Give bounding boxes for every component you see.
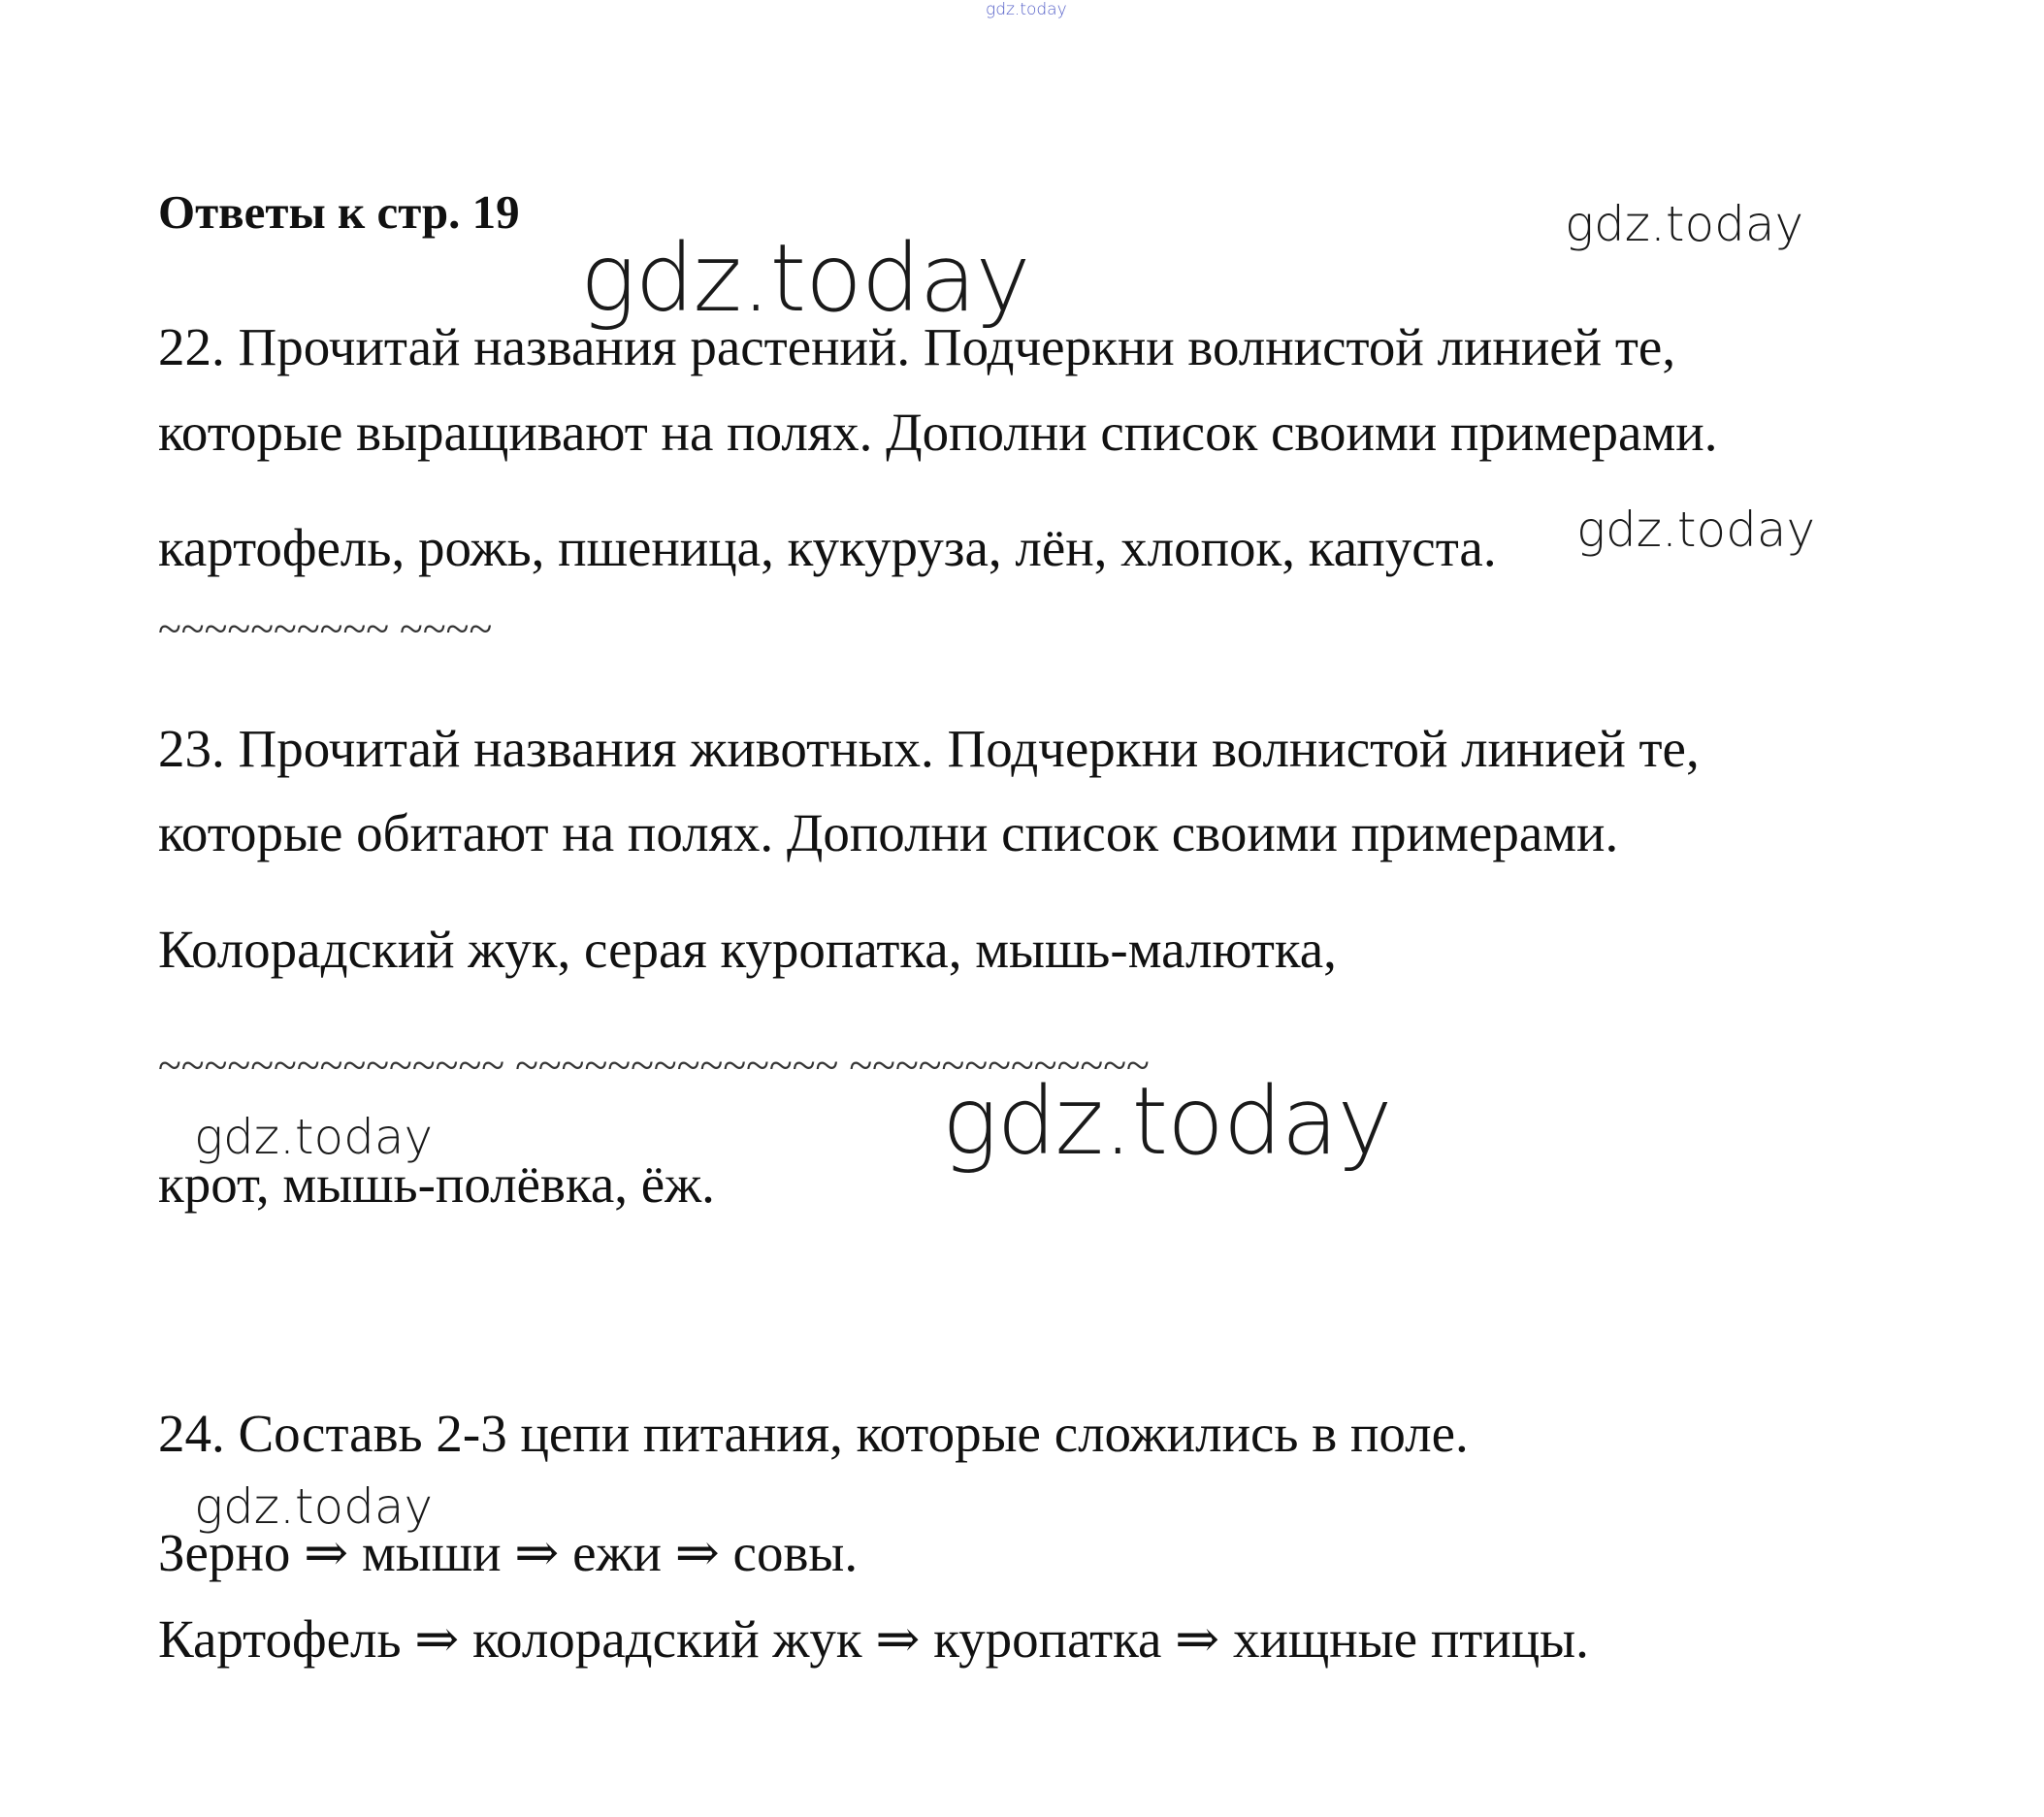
task24-chain1: Зерно ⇒ мыши ⇒ ежи ⇒ совы. [158,1523,859,1582]
watermark-left-1: gdz.today [194,1109,434,1165]
task22-answer: картофель, рожь, пшеница, кукуруза, лён, хлопок, капуста. [158,518,1497,577]
page-title: Ответы к стр. 19 [158,185,520,239]
watermark-left-2: gdz.today [194,1478,434,1535]
task24-question: 24. Составь 2-3 цепи питания, которые сложились в поле. [158,1404,1469,1463]
task23-answer-line1: Колорадский жук, серая куропатка, мышь-малютка, [158,920,1337,979]
task23-wavy-underline: ~~~~~~~~~~~~~~~ ~~~~~~~~~~~~~~ ~~~~~~~~~~~~~ [158,1042,1150,1089]
task22-wavy-underline: ~~~~~~~~~~ ~~~~ [158,605,493,653]
task24-chain2: Картофель ⇒ колорадский жук ⇒ куропатка ⇒ хищные птицы. [158,1609,1589,1669]
watermark-top-right: gdz.today [1565,196,1804,252]
task23-answer-line2: крот, мышь-полёвка, ёж. [158,1154,715,1214]
watermark-right-mid: gdz.today [1576,502,1816,558]
task22-question-line1: 22. Прочитай названия растений. Подчеркни волнистой линией те, [158,317,1676,376]
watermark-large-1: gdz.today [580,224,1030,333]
task22-question-line2: которые выращивают на полях. Дополни список своими примерами. [158,403,1718,462]
watermark-top: gdz.today [986,0,1067,19]
watermark-large-2: gdz.today [942,1067,1392,1176]
task23-question-line2: которые обитают на полях. Дополни список своими примерами. [158,803,1619,862]
task23-question-line1: 23. Прочитай названия животных. Подчеркни волнистой линией те, [158,719,1700,778]
